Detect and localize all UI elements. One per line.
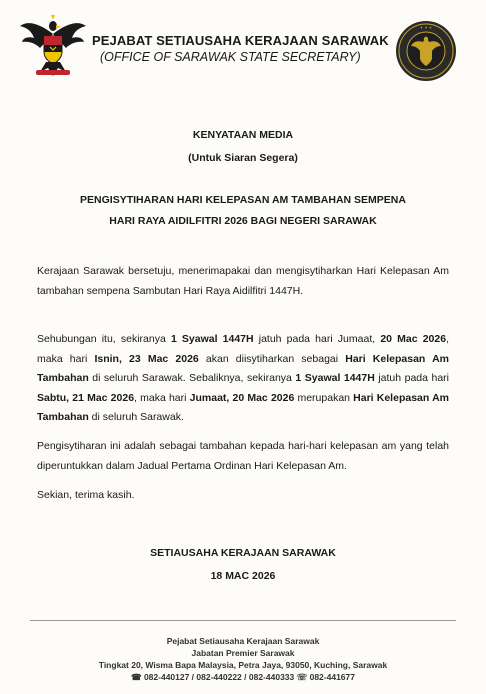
paragraph-3: Pengisytiharan ini adalah sebagai tambahan kepada hari-hari kelepasan am yang telah diperuntukkan dalam Jadual Pertama Ordinan Hari Kelepasan Am. (37, 440, 449, 472)
release-subtitle: (Untuk Siaran Segera) (188, 152, 298, 164)
footer-phone: ☎ 082-440127 / 082-440222 / 082-440333 ☏ 082-441677 (131, 672, 355, 682)
headline-line-2: HARI RAYA AIDILFITRI 2026 BAGI NEGERI SARAWAK (109, 215, 377, 227)
organization-title: PEJABAT SETIAUSAHA KERAJAAN SARAWAK (92, 33, 389, 48)
headline-line-1: PENGISYTIHARAN HARI KELEPASAN AM TAMBAHAN SEMPENA (80, 194, 406, 206)
state-secretary-seal-icon (395, 20, 457, 82)
signatory-title: SETIAUSAHA KERAJAAN SARAWAK (150, 547, 336, 559)
svg-text:✦ ✦ ✦: ✦ ✦ ✦ (419, 25, 433, 30)
footer-office: Pejabat Setiausaha Kerajaan Sarawak (166, 636, 320, 646)
footer-address: Tingkat 20, Wisma Bapa Malaysia, Petra Jaya, 93050, Kuching, Sarawak (98, 660, 388, 670)
letterhead (0, 0, 486, 95)
paragraph-1: Kerajaan Sarawak bersetuju, menerimapakai dan mengisytiharkan Hari Kelepasan Am tambahan sempena Sambutan Hari Raya Aidilfitri 1447H. (37, 265, 449, 297)
release-date: 18 MAC 2026 (210, 570, 276, 582)
organization-subtitle: (OFFICE OF SARAWAK STATE SECRETARY) (100, 50, 361, 64)
paragraph-2: Sehubungan itu, sekiranya 1 Syawal 1447H jatuh pada hari Jumaat, 20 Mac 2026, maka hari Isnin, 23 Mac 2026 akan diisytiharkan sebagai Hari Kelepasan Am Tambahan di seluruh Sarawak. Sebaliknya, sekiranya 1 Syawal 1447H jatuh pada hari Sabtu, 21 Mac 2026, maka hari Jumaat, 20 Mac 2026 merupakan Hari Kelepasan Am Tambahan di seluruh Sarawak. (37, 333, 449, 423)
sarawak-coat-of-arms-icon (18, 14, 88, 80)
release-title: KENYATAAN MEDIA (192, 129, 294, 141)
footer-department: Jabatan Premier Sarawak (191, 648, 295, 658)
footer-divider (30, 620, 456, 621)
closing-line: Sekian, terima kasih. (37, 489, 135, 501)
